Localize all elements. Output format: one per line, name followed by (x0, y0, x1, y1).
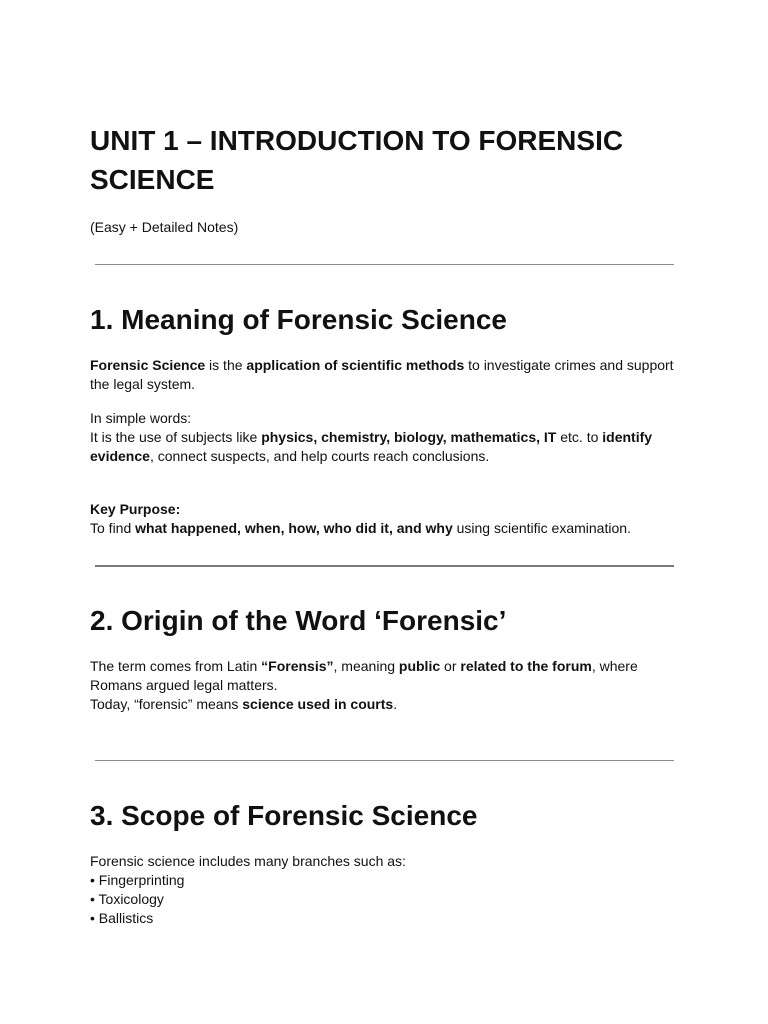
document-subtitle: (Easy + Detailed Notes) (90, 219, 239, 235)
simple-words-line-2 (90, 447, 680, 466)
meaning-paragraph (90, 356, 680, 394)
text-run: or (440, 658, 461, 674)
bold-text: identify (602, 429, 653, 445)
scope-intro: Forensic science includes many branches such as: (90, 853, 406, 869)
text-run: using scientific examination. (452, 520, 631, 536)
text-run: , where (591, 658, 638, 674)
origin-line-3 (90, 695, 680, 714)
section-divider (95, 264, 674, 265)
origin-line-1 (90, 657, 680, 676)
section-heading-origin: 2. Origin of the Word ‘Forensic’ (90, 605, 507, 636)
meaning-line-2: the legal system. (90, 376, 196, 392)
bold-text: public (398, 658, 441, 674)
text-run: , connect suspects, and help courts reach conclusions. (149, 448, 490, 464)
text-run: is the (205, 357, 247, 373)
text-run: to investigate crimes and support (464, 357, 674, 373)
text-run: It is the use of subjects like (90, 429, 262, 445)
origin-line-2: Romans argued legal matters. (90, 677, 278, 693)
bold-text: Forensic Science (90, 357, 206, 373)
bold-text: what happened, when, how, who did it, and why (135, 520, 453, 536)
bold-text: “Forensis” (261, 658, 334, 674)
scope-list-item: • Ballistics (90, 910, 154, 926)
scope-paragraph (90, 852, 680, 928)
meaning-line-1 (90, 356, 680, 375)
section-divider (95, 760, 674, 761)
simple-words-intro: In simple words: (90, 410, 192, 426)
text-run: . (393, 696, 398, 712)
bold-text: application of scientific methods (246, 357, 465, 373)
document-title: UNIT 1 – INTRODUCTION TO FORENSIC SCIENCE (90, 125, 624, 195)
bold-text: science used in courts (242, 696, 394, 712)
text-run: The term comes from Latin (90, 658, 262, 674)
origin-paragraph (90, 657, 680, 714)
text-run: To find (90, 520, 136, 536)
scope-list-item: • Fingerprinting (90, 872, 185, 888)
text-run: etc. to (556, 429, 603, 445)
text-run: , meaning (333, 658, 399, 674)
text-run: Today, “forensic” means (90, 696, 243, 712)
bold-text: evidence (90, 448, 150, 464)
section-divider (95, 565, 674, 567)
simple-words-line-1 (90, 428, 680, 447)
section-heading-scope: 3. Scope of Forensic Science (90, 800, 478, 831)
bold-text: related to the forum (460, 658, 592, 674)
bold-text: physics, chemistry, biology, mathematics, IT (261, 429, 557, 445)
simple-words-paragraph (90, 409, 680, 466)
scope-list-item: • Toxicology (90, 891, 164, 907)
key-purpose-paragraph (90, 500, 680, 538)
key-purpose-line (90, 519, 680, 538)
section-heading-meaning: 1. Meaning of Forensic Science (90, 304, 508, 335)
key-purpose-label: Key Purpose: (90, 501, 181, 517)
